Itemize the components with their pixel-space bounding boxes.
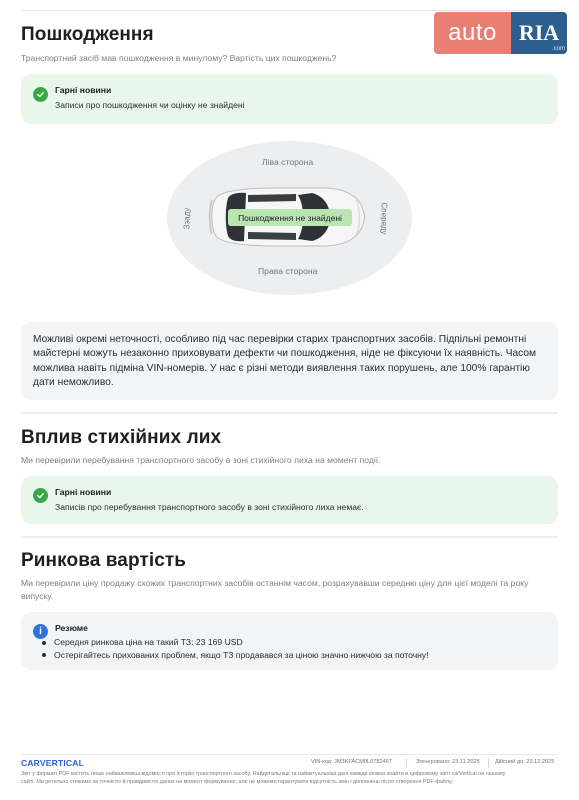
disaster-title: Вплив стихійних лих [21, 427, 222, 448]
footer-valid-date: Дійсний до: 23.12.2025 [495, 759, 555, 765]
top-divider [21, 10, 558, 11]
market-subtitle: Ми перевірили ціну продажу схожих транспортних засобів останнім часом, розрахувавши середню ціну для цієї моделі та року випуску. [21, 578, 529, 601]
diagram-left-side-label: Ліва сторона [262, 157, 314, 167]
damage-title: Пошкодження [21, 24, 154, 45]
damage-subtitle: Транспортний засіб мав пошкодження в минулому? Вартість цих пошкоджень? [21, 53, 337, 63]
disaster-subtitle: Ми перевірили перебування транспортного засобу в зоні стихійного лиха на момент події. [21, 455, 381, 465]
footer-vin: VIN-код: JM3KFACM0L0782467 [311, 759, 392, 765]
footer-separator [406, 758, 407, 768]
check-icon [33, 488, 48, 503]
market-card-title: Резюме [55, 623, 88, 633]
list-item: Середня ринкова ціна на такий ТЗ: 23 169 USD [40, 636, 429, 649]
market-summary-list [40, 636, 429, 661]
logo-com-text: .com [551, 46, 565, 52]
carvertical-logo: CARVERTICAL [21, 758, 84, 768]
disaster-card-title: Гарні новини [55, 487, 112, 497]
footer-note-line-2: сайті. Ми ретельно стежимо за точністю й правдивістю даних на момент формування, але не можемо гарантувати відсутність змін і доповнень після створення PDF-файлу. [21, 779, 453, 785]
disaster-card-text: Записів про перебування транспортного засобу в зоні стихійного лиха немає. [55, 502, 364, 512]
section-divider [21, 412, 558, 414]
auto-ria-logo [434, 12, 567, 54]
section-divider [21, 536, 558, 538]
diagram-right-side-label: Права сторона [258, 266, 318, 276]
check-icon [33, 87, 48, 102]
logo-ria-text: RIA [518, 20, 560, 45]
footer-note-line-1: Звіт у форматі PDF містить лише найважливіші відомості про історію транспортного засобу. Найдетальніші та найактуальніші дані завжди можна знайти в цифровому звіті carVertical на нашому [21, 771, 506, 777]
damage-card-text: Записи про пошкодження чи оцінку не знайдені [55, 100, 245, 110]
disclaimer-text: Можливі окремі неточності, особливо під час перевірки старих транспортних засобів. Підпільні ремонтні майстерні можуть незаконно приховувати дефекти чи пошкодження, ніде не фіксуючи їх наявність. Часом можлива навіть підміна VIN-номерів. У нас є різні методи виявлення таких порушень, але 100% гарантію дати неможливо. [33, 334, 537, 389]
no-damage-badge: Пошкодження не знайдені [228, 209, 352, 226]
footer-separator [488, 758, 489, 768]
info-icon: i [33, 624, 48, 639]
market-title: Ринкова вартість [21, 550, 187, 571]
footer-divider [21, 754, 558, 755]
logo-ria-part [511, 12, 567, 54]
damage-card-title: Гарні новини [55, 85, 112, 95]
footer-generated-date: Згенеровано: 23.11.2025 [416, 759, 480, 765]
disaster-good-news-card [21, 476, 558, 524]
logo-auto-part: auto [434, 12, 511, 54]
list-item: Остерігайтесь прихованих проблем, якщо ТЗ продавався за ціною значно нижчою за поточну! [40, 649, 429, 662]
diagram-front-label: Спереду [379, 202, 389, 235]
diagram-rear-label: Ззаду [182, 207, 192, 230]
damage-good-news-card [21, 74, 558, 124]
